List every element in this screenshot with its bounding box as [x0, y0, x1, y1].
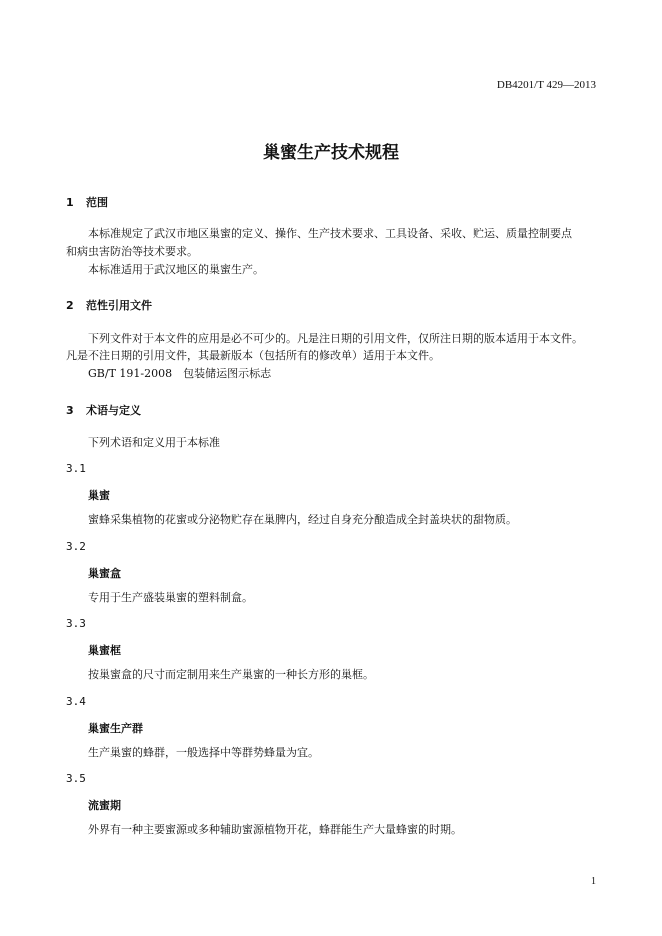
paragraph: 凡是不注日期的引用文件，其最新版本（包括所有的修改单）适用于本文件。 — [66, 349, 440, 362]
term-name: 巢蜜盒 — [88, 567, 121, 580]
term-number: 3.2 — [66, 540, 86, 553]
term-number: 3.3 — [66, 617, 86, 630]
term-name: 巢蜜 — [88, 489, 110, 502]
section-number: 1 — [66, 196, 74, 209]
term-name: 流蜜期 — [88, 799, 121, 812]
term-definition: 蜜蜂采集植物的花蜜或分泌物贮存在巢脾内，经过自身充分酿造成全封盖块状的甜物质。 — [88, 513, 517, 526]
term-number: 3.5 — [66, 772, 86, 785]
section-title: 范围 — [86, 196, 108, 209]
term-definition: 按巢蜜盒的尺寸而定制用来生产巢蜜的一种长方形的巢框。 — [88, 668, 374, 681]
page-number: 1 — [591, 876, 596, 887]
term-number: 3.4 — [66, 695, 86, 708]
paragraph: GB/T 191-2008 包装储运图示标志 — [88, 367, 272, 380]
paragraph: 本标准适用于武汉地区的巢蜜生产。 — [88, 263, 264, 276]
term-name: 巢蜜框 — [88, 644, 121, 657]
section-number: 2 — [66, 299, 74, 312]
paragraph: 下列术语和定义用于本标准 — [88, 436, 220, 449]
section-number: 3 — [66, 404, 74, 417]
document-title: 巢蜜生产技术规程 — [263, 143, 399, 163]
section-title: 范性引用文件 — [86, 299, 152, 312]
section-3-heading — [66, 402, 141, 418]
section-1-heading — [66, 194, 108, 210]
section-title: 术语与定义 — [86, 404, 141, 417]
term-definition: 专用于生产盛装巢蜜的塑料制盒。 — [88, 591, 253, 604]
term-name: 巢蜜生产群 — [88, 722, 143, 735]
paragraph: 本标准规定了武汉市地区巢蜜的定义、操作、生产技术要求、工具设备、采收、贮运、质量控制要点 — [88, 227, 572, 240]
paragraph: 下列文件对于本文件的应用是必不可少的。凡是注日期的引用文件，仅所注日期的版本适用于本文件。 — [88, 332, 583, 345]
term-number: 3.1 — [66, 462, 86, 475]
paragraph: 和病虫害防治等技术要求。 — [66, 245, 198, 258]
standard-code: DB4201/T 429—2013 — [496, 79, 596, 91]
term-definition: 外界有一种主要蜜源或多种辅助蜜源植物开花，蜂群能生产大量蜂蜜的时期。 — [88, 823, 462, 836]
section-2-heading — [66, 297, 152, 313]
term-definition: 生产巢蜜的蜂群，一般选择中等群势蜂量为宜。 — [88, 746, 319, 759]
